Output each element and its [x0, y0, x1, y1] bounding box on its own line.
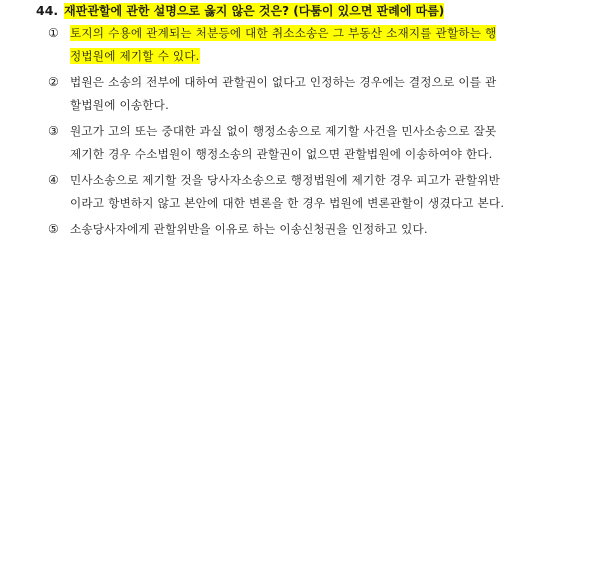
- answer-options: [48, 22, 560, 245]
- question-stem: [36, 2, 566, 20]
- option-text-line: 제기한 경우 수소법원이 행정소송의 관할권이 없으면 관할법원에 이송하여야 한다.: [70, 146, 493, 161]
- option-3[interactable]: [48, 120, 560, 165]
- option-marker: ⑤: [48, 222, 59, 236]
- option-text-line: 토지의 수용에 관계되는 처분등에 대한 취소소송은 그 부동산 소재지를 관할하는 행: [70, 26, 497, 40]
- option-text-line: 민사소송으로 제기할 것을 당사자소송으로 행정법원에 제기한 경우 피고가 관할위반: [70, 173, 501, 187]
- option-marker: ①: [48, 26, 59, 40]
- option-2[interactable]: [48, 71, 560, 116]
- option-text-line: 할법원에 이송한다.: [70, 97, 169, 112]
- option-marker: ④: [48, 173, 59, 187]
- question-number: 44.: [36, 3, 59, 18]
- question-text: 재판관할에 관한 설명으로 옳지 않은 것은? (다툼이 있으면 판례에 따름): [64, 4, 445, 18]
- option-marker: ③: [48, 124, 59, 138]
- option-text-line: 원고가 고의 또는 중대한 과실 없이 행정소송으로 제기할 사건을 민사소송으로 잘못: [70, 124, 497, 138]
- option-4[interactable]: [48, 169, 560, 214]
- option-5[interactable]: [48, 218, 560, 241]
- option-text-line: 법원은 소송의 전부에 대하여 관할권이 없다고 인정하는 경우에는 결정으로 이를 관: [70, 75, 497, 89]
- option-text-line: 이라고 항변하지 않고 본안에 대한 변론을 한 경우 법원에 변론관할이 생겼다고 본다.: [70, 195, 505, 210]
- option-text-line: 정법원에 제기할 수 있다.: [70, 48, 200, 63]
- option-marker: ②: [48, 75, 59, 89]
- option-text-line: 소송당사자에게 관할위반을 이유로 하는 이송신청권을 인정하고 있다.: [70, 222, 428, 236]
- option-1[interactable]: [48, 22, 560, 67]
